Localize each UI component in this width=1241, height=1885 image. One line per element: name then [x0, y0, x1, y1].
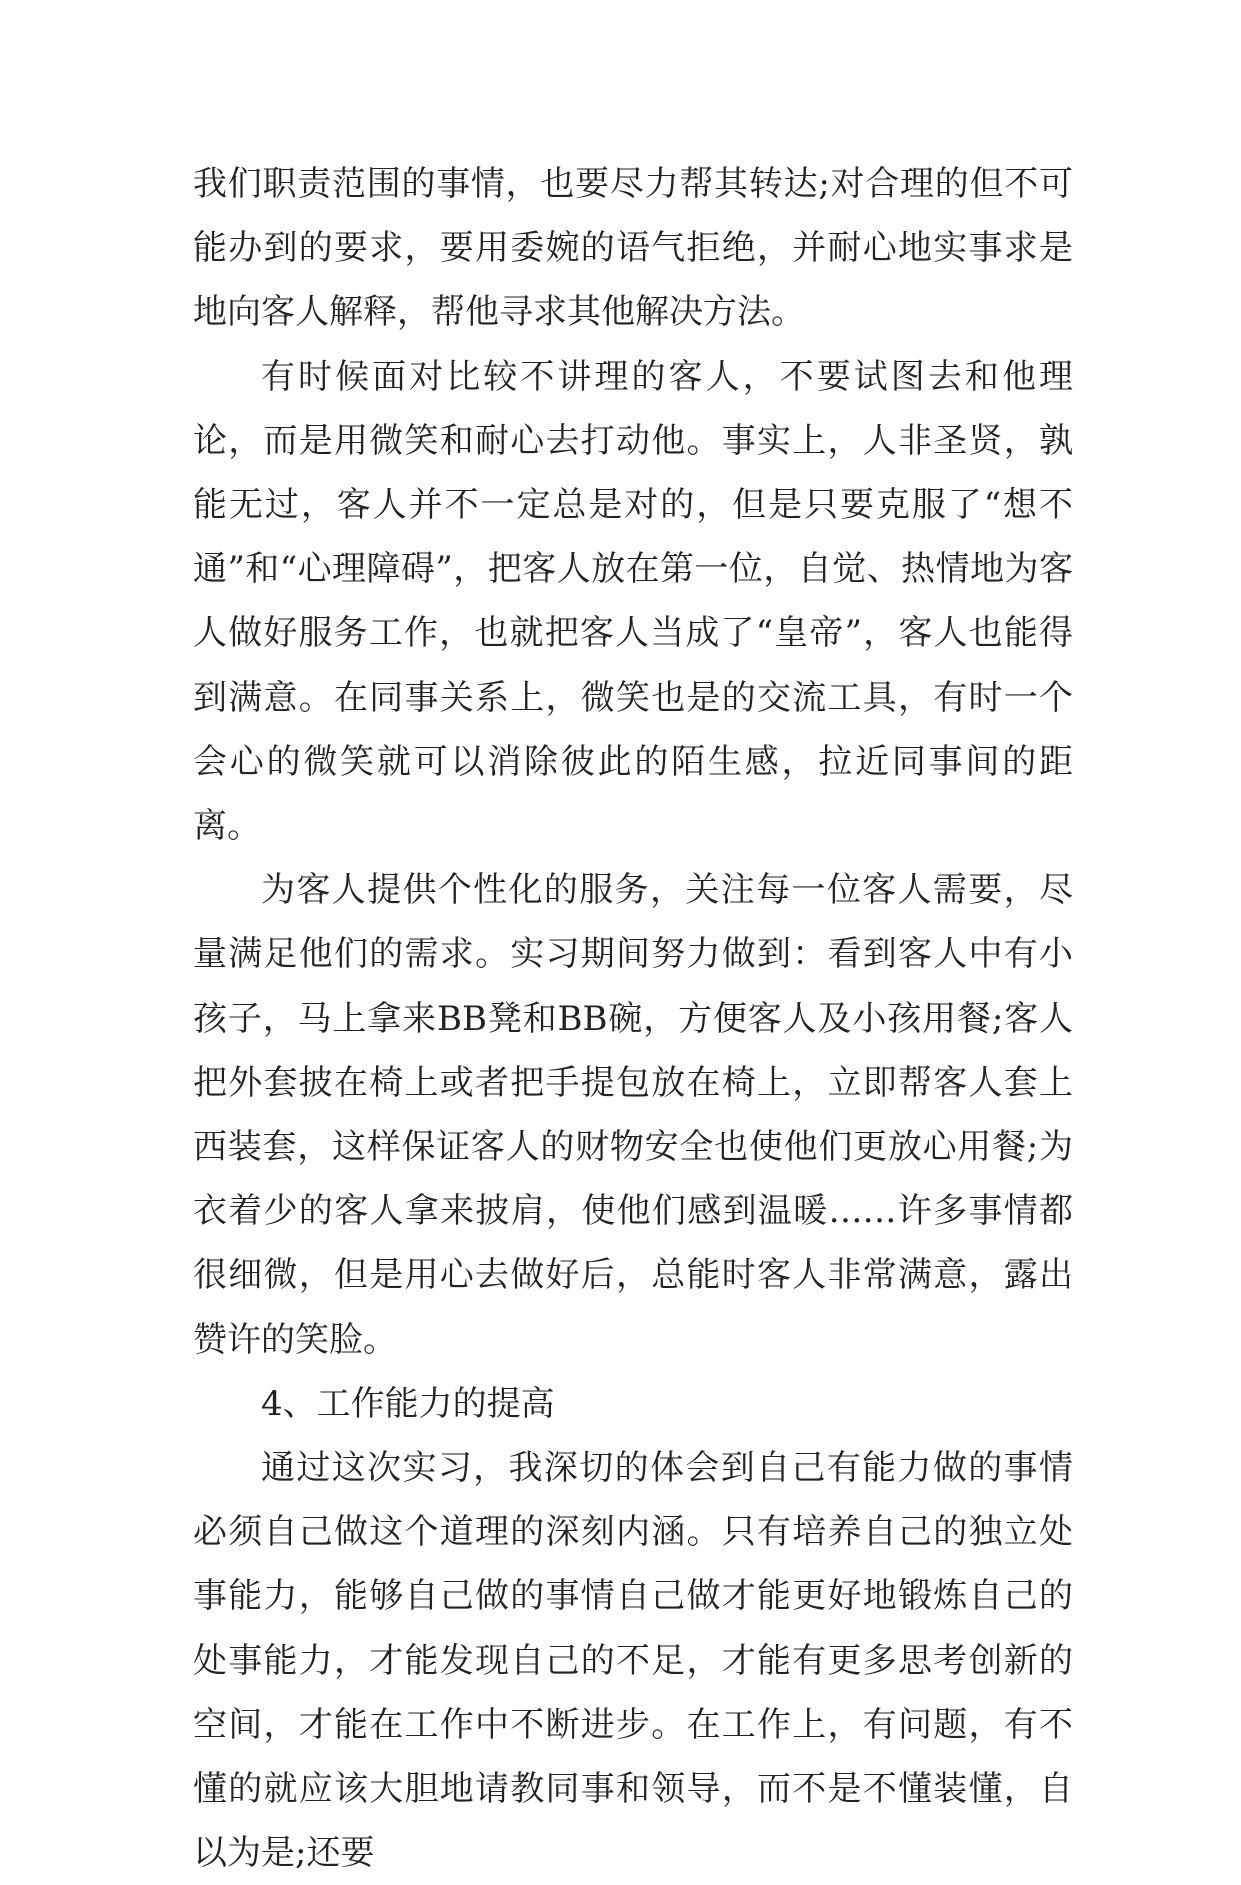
paragraph-4: 通过这次实习，我深切的体会到自己有能力做的事情必须自己做这个道理的深刻内涵。只有培养自己的独立处事能力，能够自己做的事情自己做才能更好地锻炼自己的处事能力，才能发现自己的不足，才能有更多思考创新的空间，才能在工作中不断进步。在工作上，有问题，有不懂的就应该大胆地请教同事和领导，而不是不懂装懂，自以为是;还要 [193, 1448, 1073, 1874]
paragraph-1: 我们职责范围的事情，也要尽力帮其转达;对合理的但不可能办到的要求，要用委婉的语气拒绝，并耐心地实事求是地向客人解释，帮他寻求其他解决方法。 [193, 164, 1073, 333]
section-heading: 4、工作能力的提高 [261, 1383, 555, 1424]
document-body [193, 152, 1073, 1885]
paragraph-2: 有时候面对比较不讲理的客人，不要试图去和他理论，而是用微笑和耐心去打动他。事实上，人非圣贤，孰能无过，客人并不一定总是对的，但是只要克服了“想不通”和“心理障碍”，把客人放在第一位，自觉、热情地为客人做好服务工作，也就把客人当成了“皇帝”，客人也能得到满意。在同事关系上，微笑也是的交流工具，有时一个会心的微笑就可以消除彼此的陌生感，拉近同事间的距离。 [193, 356, 1073, 847]
paragraph-3: 为客人提供个性化的服务，关注每一位客人需要，尽量满足他们的需求。实习期间努力做到：看到客人中有小孩子，马上拿来BB凳和BB碗，方便客人及小孩用餐;客人把外套披在椅上或者把手提包放在椅上，立即帮客人套上西装套，这样保证客人的财物安全也使他们更放心用餐;为衣着少的客人拿来披肩，使他们感到温暖……许多事情都很细微，但是用心去做好后，总能时客人非常满意，露出赞许的笑脸。 [193, 870, 1073, 1360]
